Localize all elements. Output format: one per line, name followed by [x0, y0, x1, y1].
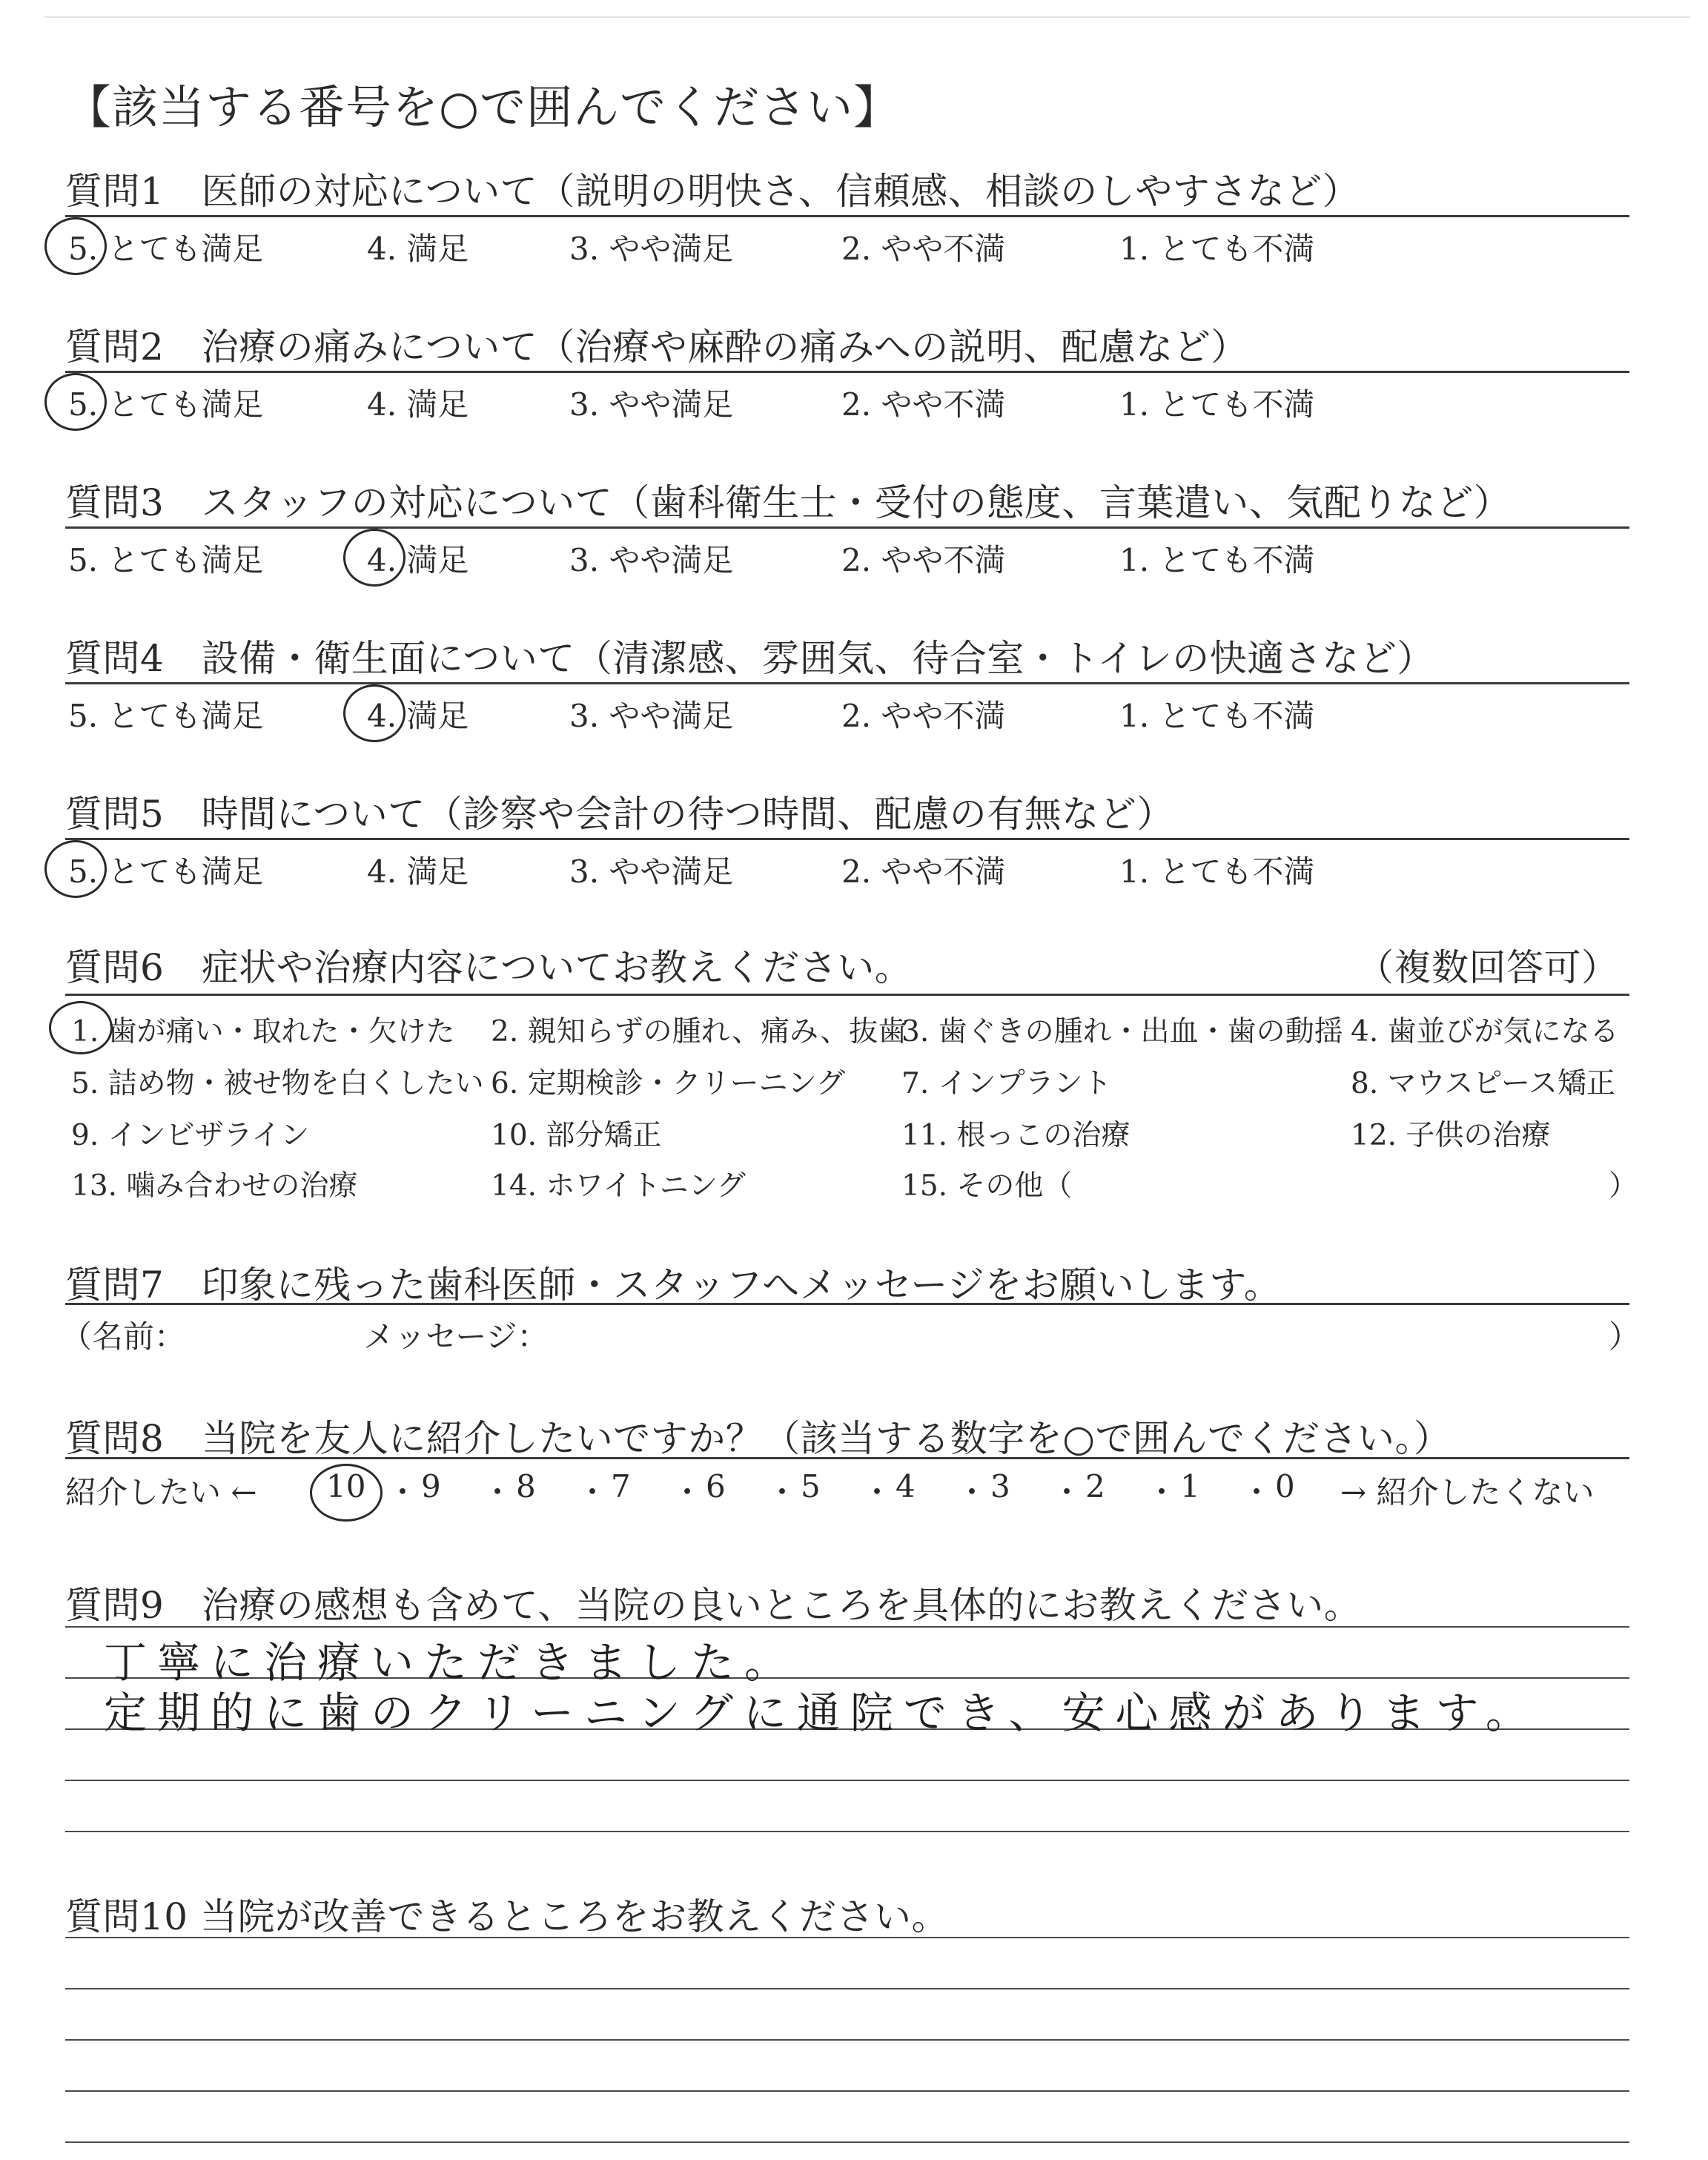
q3-option[interactable]: 5. とても満足 [68, 542, 264, 578]
q8-separator: ・ [577, 1474, 609, 1510]
q3-option[interactable]: 2. やや不満 [841, 542, 1006, 578]
q10-line [65, 1937, 1629, 1938]
q8-right-label: → 紹介したくない [1340, 1474, 1595, 1510]
q2-title: 質問2 治療の痛みについて（治療や麻酔の痛みへの説明、配慮など） [65, 326, 1248, 369]
q3-title: 質問3 スタッフの対応について（歯科衛生士・受付の態度、言葉遣い、気配りなど） [65, 481, 1512, 524]
q8-scale-value[interactable]: 10 [326, 1468, 366, 1505]
q6-option[interactable]: 8. マウスピース矯正 [1351, 1067, 1615, 1100]
q8-scale-value[interactable]: 9 [421, 1468, 441, 1505]
q9-title: 質問9 治療の感想も含めて、当院の良いところを具体的にお教えください。 [65, 1584, 1362, 1627]
q8-separator: ・ [956, 1474, 988, 1510]
top-border [44, 16, 1690, 18]
q10-title: 質問10 当院が改善できるところをお教えください。 [65, 1895, 950, 1938]
q8-separator: ・ [767, 1474, 798, 1510]
q3-option[interactable]: 1. とても不満 [1119, 542, 1315, 578]
q8-separator: ・ [672, 1474, 704, 1510]
q1-option[interactable]: 3. やや満足 [569, 231, 734, 267]
q8-separator: ・ [482, 1474, 514, 1510]
q6-option[interactable]: 14. ホワイトニング [491, 1169, 746, 1203]
q8-scale-value[interactable]: 6 [706, 1468, 726, 1505]
q8-scale-value[interactable]: 7 [611, 1468, 631, 1505]
q8-separator: ・ [861, 1474, 893, 1510]
q6-note: （複数回答可） [1357, 946, 1619, 989]
q1-option[interactable]: 1. とても不満 [1119, 231, 1315, 267]
q7-rule [65, 1303, 1629, 1305]
q4-option[interactable]: 3. やや満足 [569, 698, 734, 734]
q6-selected-circle [49, 1001, 113, 1054]
q6-rule [65, 994, 1629, 996]
q1-rule [65, 215, 1629, 217]
q8-selected-circle [310, 1464, 383, 1522]
q5-selected-circle [44, 840, 107, 898]
q6-option[interactable]: 6. 定期検診・クリーニング [491, 1067, 845, 1100]
page-title: 【該当する番号を○で囲んでください】 [65, 80, 901, 134]
q7-message-label[interactable]: メッセージ： [363, 1318, 549, 1355]
q6-option[interactable]: 7. インプラント [901, 1067, 1112, 1100]
q6-option[interactable]: 15. その他（ [901, 1169, 1073, 1203]
q6-option[interactable]: 5. 詰め物・被せ物を白くしたい [71, 1067, 484, 1100]
q5-option[interactable]: 5. とても満足 [68, 853, 264, 890]
q3-option[interactable]: 4. 満足 [367, 542, 469, 578]
q8-rule [65, 1457, 1629, 1459]
q1-option[interactable]: 2. やや不満 [841, 231, 1006, 267]
q6-option[interactable]: 3. 歯ぐきの腫れ・出血・歯の動揺 [901, 1015, 1343, 1048]
q8-scale-value[interactable]: 5 [801, 1468, 821, 1505]
q6-option[interactable]: 12. 子供の治療 [1351, 1119, 1551, 1152]
q7-close: ） [1609, 1318, 1641, 1355]
q2-rule [65, 371, 1629, 373]
q10-line [65, 2039, 1629, 2041]
q8-separator: ・ [387, 1474, 419, 1510]
q6-option[interactable]: 13. 噛み合わせの治療 [71, 1169, 358, 1203]
q3-selected-circle [343, 529, 406, 587]
q4-option[interactable]: 2. やや不満 [841, 698, 1006, 734]
q10-line [65, 2090, 1629, 2092]
q1-title: 質問1 医師の対応について（説明の明快さ、信頼感、相談のしやすさなど） [65, 170, 1360, 213]
q3-option[interactable]: 3. やや満足 [569, 542, 734, 578]
q7-name-label[interactable]: （名前： [61, 1318, 186, 1355]
q1-selected-circle [44, 217, 107, 275]
q1-option[interactable]: 5. とても満足 [68, 231, 264, 267]
q8-title: 質問8 当院を友人に紹介したいですか？（該当する数字を○で囲んでください。） [65, 1417, 1452, 1460]
q2-option[interactable]: 2. やや不満 [841, 386, 1006, 423]
q4-option[interactable]: 4. 満足 [367, 698, 469, 734]
q4-selected-circle [343, 684, 406, 742]
q6-option[interactable]: 11. 根っこの治療 [901, 1119, 1131, 1152]
q5-option[interactable]: 4. 満足 [367, 853, 469, 890]
q8-scale-value[interactable]: 1 [1180, 1468, 1200, 1505]
q3-rule [65, 526, 1629, 529]
q8-separator: ・ [1241, 1474, 1273, 1510]
q9-line [65, 1780, 1629, 1781]
q8-scale-value[interactable]: 0 [1275, 1468, 1295, 1505]
q8-left-label: 紹介したい ← [65, 1474, 257, 1510]
q9-line [65, 1831, 1629, 1832]
q6-option[interactable]: 1. 歯が痛い・取れた・欠けた [71, 1015, 455, 1048]
q5-option[interactable]: 3. やや満足 [569, 853, 734, 890]
q6-option[interactable]: 4. 歯並びが気になる [1351, 1015, 1619, 1048]
q4-rule [65, 682, 1629, 684]
q10-line [65, 2141, 1629, 2143]
q8-scale-value[interactable]: 4 [896, 1468, 916, 1505]
q2-option[interactable]: 4. 満足 [367, 386, 469, 423]
q2-selected-circle [44, 373, 107, 431]
q9-answer-line[interactable]: 丁寧に治療いただきました。 [104, 1637, 798, 1688]
q8-separator: ・ [1051, 1474, 1083, 1510]
q1-option[interactable]: 4. 満足 [367, 231, 469, 267]
q6-option[interactable]: 2. 親知らずの腫れ、痛み、抜歯 [491, 1015, 907, 1048]
q5-option[interactable]: 1. とても不満 [1119, 853, 1315, 890]
q9-answer-line[interactable]: 定期的に歯のクリーニングに通院でき、安心感があります。 [104, 1688, 1539, 1738]
q4-option[interactable]: 1. とても不満 [1119, 698, 1315, 734]
q6-title: 質問6 症状や治療内容についてお教えください。 [65, 946, 913, 989]
q2-option[interactable]: 3. やや満足 [569, 386, 734, 423]
q6-option[interactable]: 9. インビザライン [71, 1119, 310, 1152]
q6-option[interactable]: 10. 部分矯正 [491, 1119, 662, 1152]
q5-title: 質問5 時間について（診察や会計の待つ時間、配慮の有無など） [65, 793, 1174, 836]
q4-option[interactable]: 5. とても満足 [68, 698, 264, 734]
q8-scale-value[interactable]: 3 [990, 1468, 1010, 1505]
q7-title: 質問7 印象に残った歯科医師・スタッフへメッセージをお願いします。 [65, 1264, 1282, 1307]
q8-separator: ・ [1146, 1474, 1178, 1510]
q4-title: 質問4 設備・衛生面について（清潔感、雰囲気、待合室・トイレの快適さなど） [65, 637, 1434, 680]
q5-option[interactable]: 2. やや不満 [841, 853, 1006, 890]
q5-rule [65, 838, 1629, 840]
q2-option[interactable]: 1. とても不満 [1119, 386, 1315, 423]
q10-line [65, 1988, 1629, 1989]
q8-scale-value[interactable]: 8 [516, 1468, 536, 1505]
q6-other-close: ） [1609, 1169, 1638, 1203]
q8-scale-value[interactable]: 2 [1085, 1468, 1105, 1505]
q2-option[interactable]: 5. とても満足 [68, 386, 264, 423]
